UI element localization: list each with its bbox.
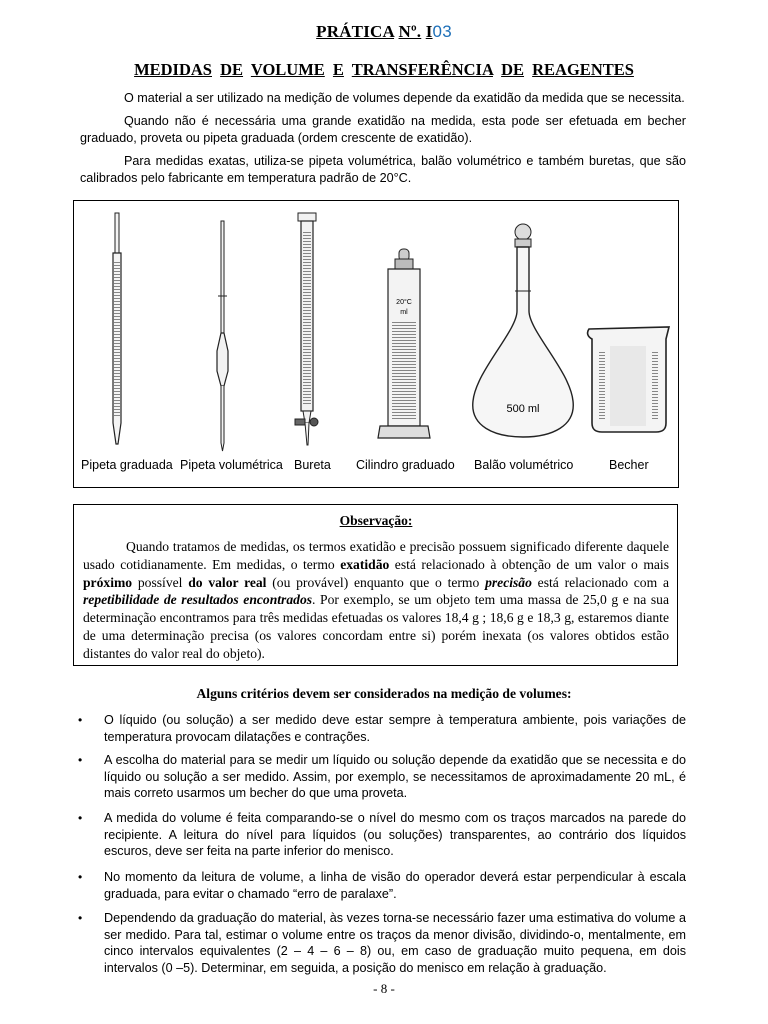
term-proximo: próximo	[83, 574, 133, 590]
subtitle-word: TRANSFERÊNCIA	[351, 60, 493, 79]
subtitle-word: VOLUME	[250, 60, 325, 79]
volumetric-pipette-icon	[217, 221, 228, 451]
intro-paragraph-3: Para medidas exatas, utiliza-se pipeta volumétrica, balão volumétrico e também buretas, que são calibrados pelo fabricante em temperatura padrão de 20°C.	[80, 154, 686, 185]
bullet-icon: •	[78, 713, 83, 727]
page-title	[0, 22, 768, 42]
caption-volumetric-flask: Balão volumétrico	[474, 458, 574, 472]
criteria-title: Alguns critérios devem ser considerados na medição de volumes:	[196, 686, 572, 701]
caption-beaker: Becher	[609, 458, 649, 472]
glassware-illustrations	[74, 201, 678, 487]
term-repetibilidade: repetibilidade de resultados encontrados	[83, 592, 313, 608]
list-item: • A escolha do material para se medir um líquido ou solução depende da exatidão que se necessita e do líquido ou solução a ser medido. Assim, por exemplo, se necessitamos de aproximadamente 20 mL, é mais correto usarmos um becher do que uma proveta.	[78, 753, 686, 800]
list-item: • Dependendo da graduação do material, às vezes torna-se necessário fazer uma estimativa do volume a ser medido. Para tal, estimar o volume entre os traços da menor divisão, dividindo-o, mentalmente, em cinco intervalos equivalentes (2 – 4 – 6 – 8) ou, em caso de graduação muito pequena, em dois intervalos (0 –5). Determinar, em seguida, a posição do menisco em relação à graduação.	[78, 911, 686, 975]
title-code-prefix: I	[425, 22, 433, 41]
bullet-icon: •	[78, 753, 83, 767]
list-item: • No momento da leitura de volume, a linha de visão do operador deverá estar perpendicular à escala graduada, para evitar o chamado “erro de paralaxe”.	[78, 870, 686, 901]
observation-title: Observação:	[339, 513, 413, 528]
flask-volume-label: 500 ml	[506, 403, 540, 415]
title-label: PRÁTICA	[316, 22, 395, 41]
intro-paragraph-2: Quando não é necessária uma grande exatidão na medida, esta pode ser efetuada em becher graduado, proveta ou pipeta graduada (ordem crescente de exatidão).	[80, 114, 686, 145]
cylinder-unit-label: ml	[400, 309, 408, 316]
caption-graduated-pipette: Pipeta graduada	[81, 458, 173, 472]
bullet-icon: •	[78, 870, 83, 884]
subtitle-word: MEDIDAS	[134, 60, 212, 79]
title-code: 03	[432, 22, 452, 41]
subtitle-word: E	[332, 60, 344, 79]
observation-box	[73, 504, 678, 666]
term-valor-real: do valor real	[188, 574, 267, 590]
subtitle-word: DE	[220, 60, 244, 79]
cylinder-temperature-label: 20°C	[396, 299, 412, 306]
intro-paragraph-1: O material a ser utilizado na medição de volumes depende da exatidão da medida que se necessita.	[124, 91, 685, 105]
title-number-label: Nº.	[398, 22, 422, 41]
term-precisao: precisão	[485, 574, 532, 590]
page-number: - 8 -	[373, 981, 395, 996]
caption-burette: Bureta	[294, 458, 331, 472]
list-item: • O líquido (ou solução) a ser medido deve estar sempre à temperatura ambiente, pois variações de temperatura provocam dilatações e contrações.	[78, 713, 686, 744]
bullet-icon: •	[78, 811, 83, 825]
list-item: • A medida do volume é feita comparando-se o nível do mesmo com os traços marcados na parede do recipiente. A leitura do nível para líquidos (ou soluções) transparentes, ao contrário dos líquidos escuros, deve ser feita na parte inferior do menisco.	[78, 811, 686, 858]
term-exatidao: exatidão	[340, 556, 390, 572]
graduated-pipette-icon	[113, 213, 121, 444]
graduated-cylinder-icon	[378, 249, 430, 438]
caption-graduated-cylinder: Cilindro graduado	[356, 458, 455, 472]
glassware-figure	[73, 200, 679, 488]
page-subtitle	[0, 60, 768, 80]
caption-volumetric-pipette: Pipeta volumétrica	[180, 458, 283, 472]
bullet-icon: •	[78, 911, 83, 925]
burette-icon	[295, 213, 318, 445]
beaker-icon	[588, 327, 669, 432]
observation-text: Quando tratamos de medidas, os termos exatidão e precisão possuem significado diferente daquele usado cotidianamente. Em medidas, o termo exatidão está relacionado à obtenção de um valor o mais próximo possível do valor real (ou provável) enquanto que o termo precisão está relacionado com a repetibilidade de resultados encontrados. Por exemplo, se um objeto tem uma massa de 25,0 g e na sua determinação encontramos para três medidas efetuadas os valores 18,4 g ; 18,6 g e 18,3 g, estaremos diante de uma determinação precisa (os valores concordam entre si) porém inexata (os valores obtidos estão distantes do valor real do objeto).	[83, 539, 669, 661]
subtitle-word: REAGENTES	[532, 60, 634, 79]
subtitle-word: DE	[501, 60, 525, 79]
